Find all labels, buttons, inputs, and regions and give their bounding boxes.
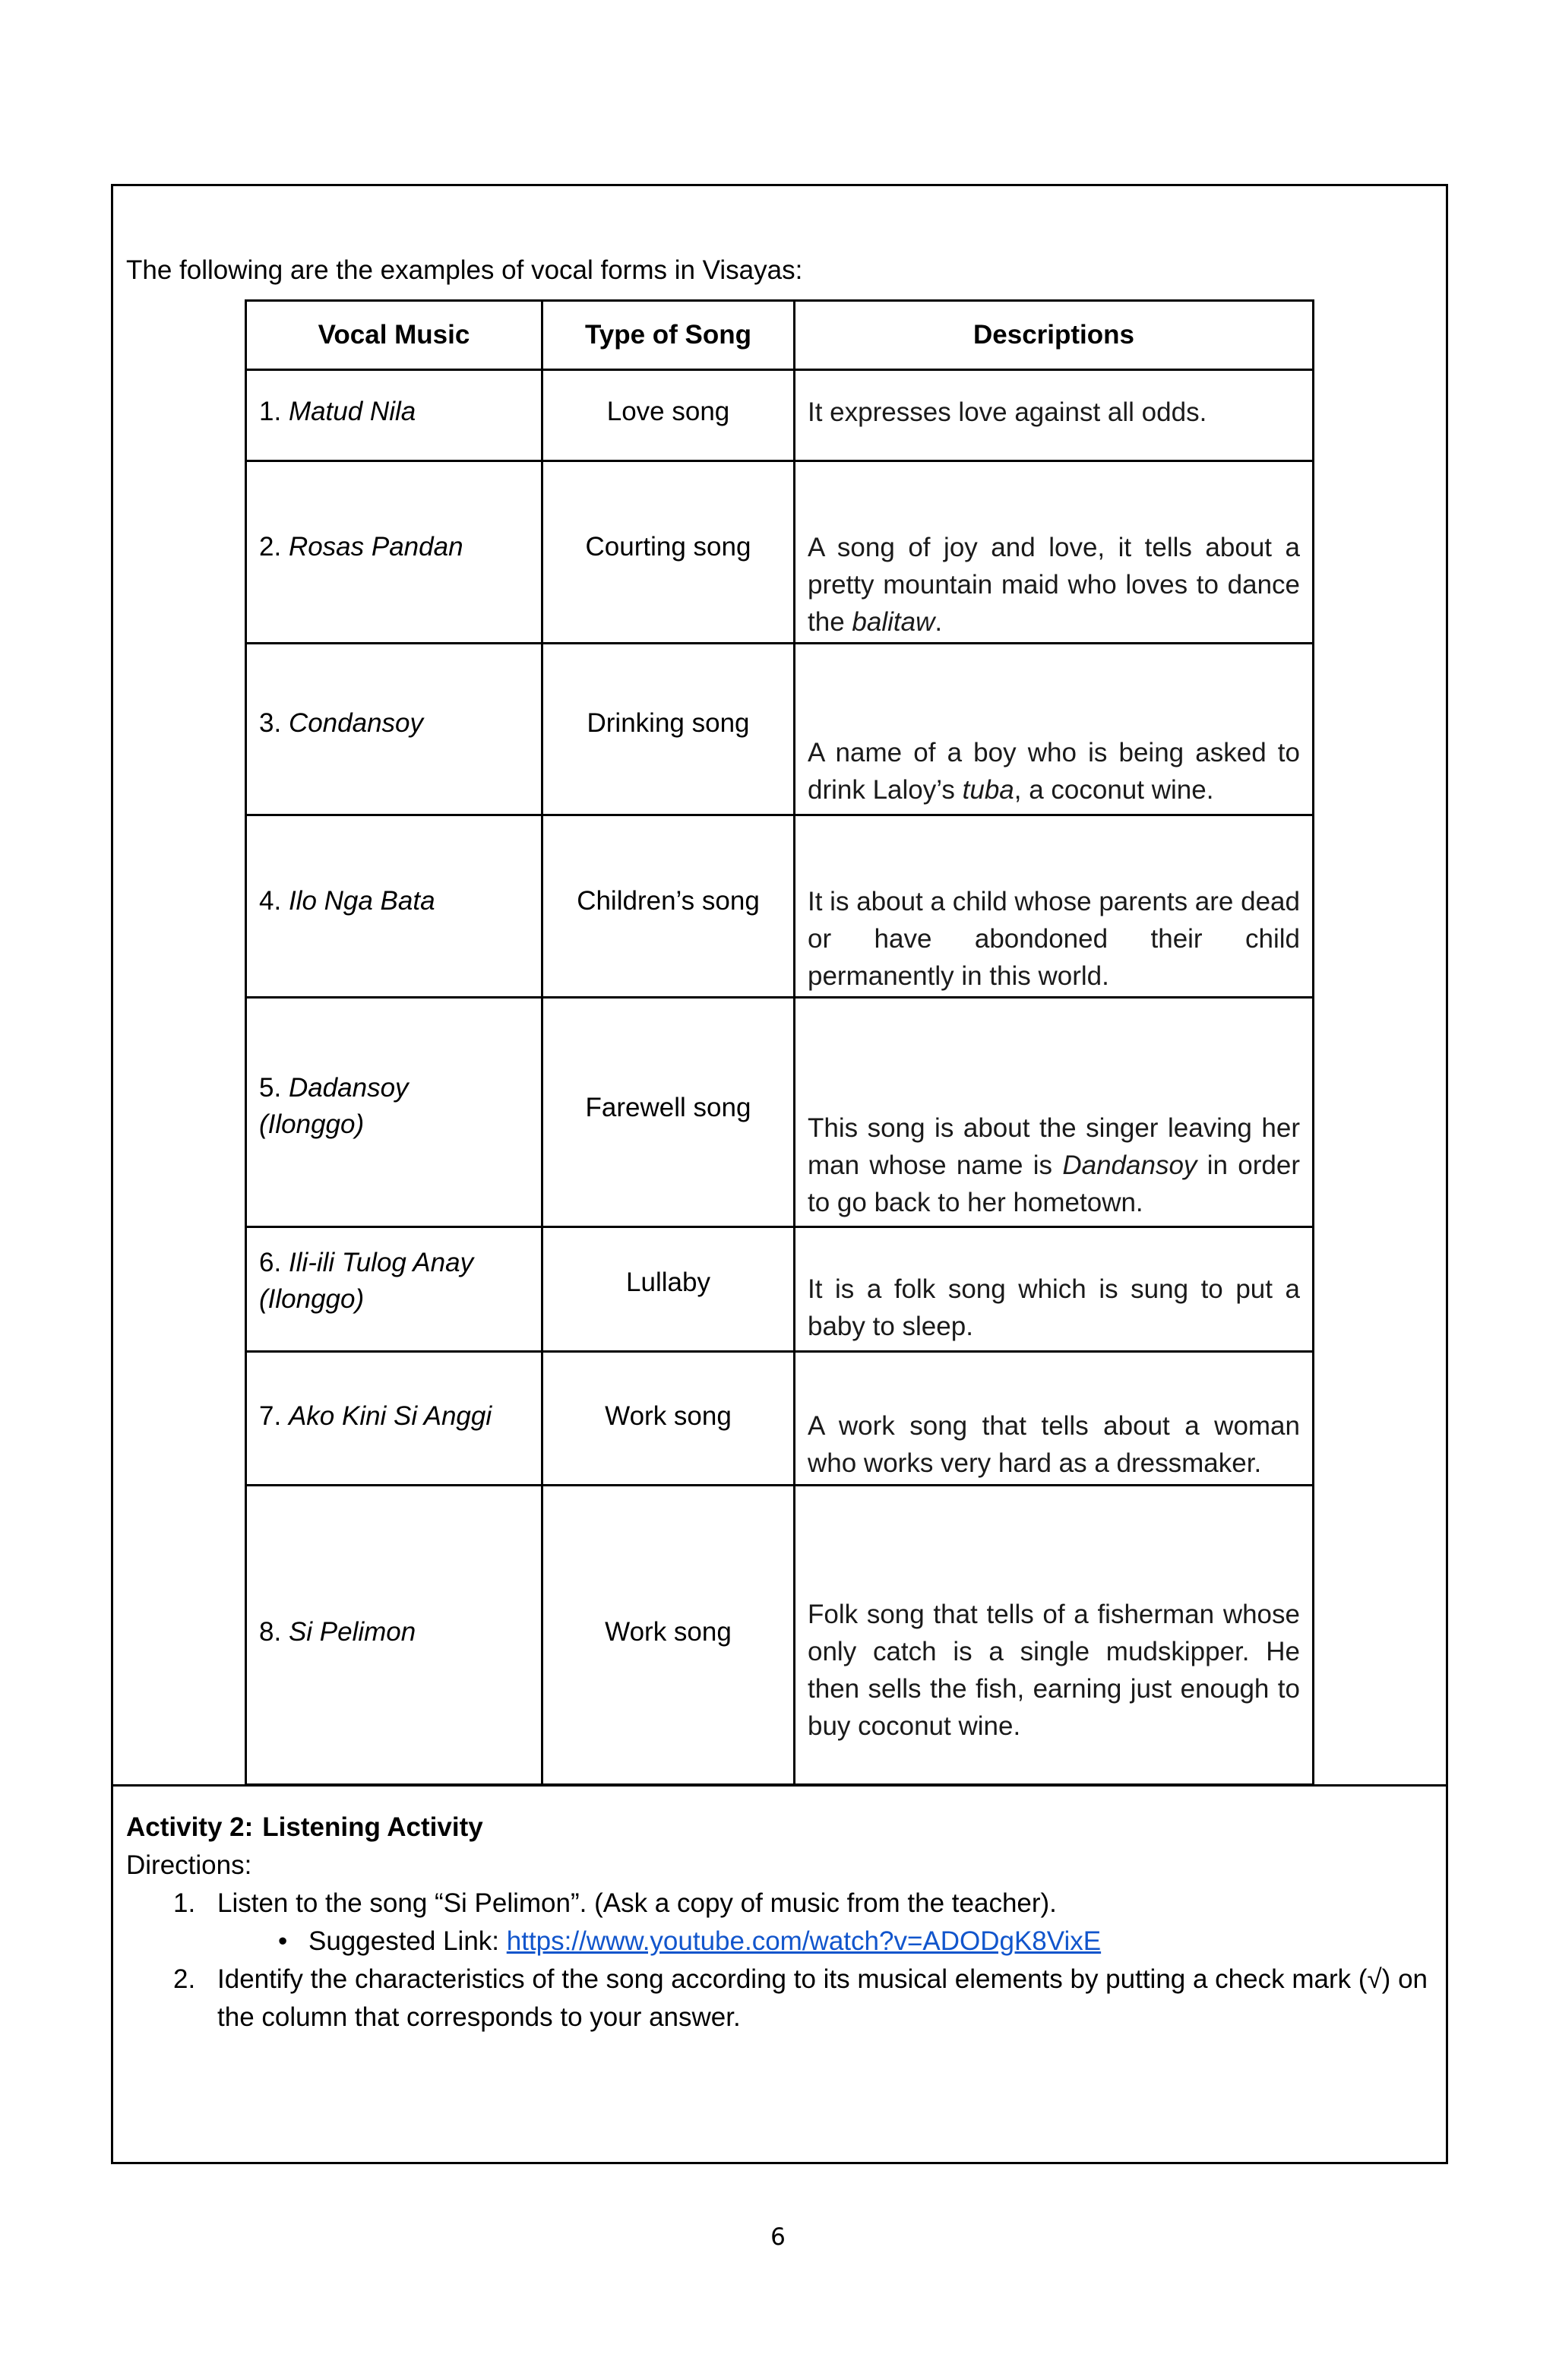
direction-step-1 [126, 1885, 1433, 1923]
row-number: 8. [259, 1617, 282, 1647]
table-row [246, 815, 1314, 998]
song-title-origin: (Ilonggo) [259, 1284, 365, 1314]
row-number: 7. [259, 1401, 282, 1431]
header-vocal-music: Vocal Music [246, 301, 542, 370]
row-number: 3. [259, 708, 282, 738]
description-text: This song is about the singer leaving her man whose name is [808, 1113, 1300, 1180]
song-title: Ili-ili Tulog Anay [288, 1248, 474, 1277]
step-text: Identify the characteristics of the song according to its musical elements by putting a check mark (√) on the column that corresponds to your answer. [217, 1964, 1428, 2032]
song-title: Si Pelimon [288, 1617, 416, 1647]
description-text: A work song that tells about a woman who works very hard as a dressmaker. [808, 1411, 1300, 1478]
song-type-cell: Farewell song [542, 998, 795, 1227]
song-type-cell: Work song [542, 1486, 795, 1785]
vocal-music-cell [246, 1486, 542, 1785]
song-title: Matud Nila [288, 397, 416, 426]
description-text: It expresses love against all odds. [808, 397, 1207, 427]
description-text: Folk song that tells of a fisherman whose only catch is a single mudskipper. He then sells the fish, earning just enough to buy coconut wine. [808, 1600, 1300, 1741]
header-descriptions: Descriptions [795, 301, 1314, 370]
row-number: 2. [259, 532, 282, 562]
song-title: Condansoy [288, 708, 424, 738]
description-cell [795, 370, 1314, 461]
activity-heading-line [126, 1809, 1433, 1847]
table-row [246, 1486, 1314, 1785]
description-text-end: , a coconut wine. [1014, 775, 1214, 805]
table-row [246, 1227, 1314, 1352]
description-text: It is a folk song which is sung to put a baby to sleep. [808, 1274, 1300, 1341]
song-title: Dadansoy [288, 1073, 409, 1103]
vocal-music-cell [246, 461, 542, 644]
youtube-link[interactable]: https://www.youtube.com/watch?v=ADODgK8VixE [506, 1926, 1102, 1956]
vocal-forms-table [245, 299, 1314, 1786]
description-cell [795, 644, 1314, 815]
description-cell [795, 815, 1314, 998]
vocal-music-cell [246, 644, 542, 815]
page-number: 6 [770, 2223, 786, 2251]
description-italic: balitaw [852, 607, 935, 637]
suggested-link-item [126, 1923, 1433, 1961]
song-type-cell: Children’s song [542, 815, 795, 998]
description-cell [795, 1486, 1314, 1785]
song-title: Ilo Nga Bata [288, 886, 435, 916]
song-type-cell: Lullaby [542, 1227, 795, 1352]
vocal-music-cell [246, 370, 542, 461]
description-cell [795, 461, 1314, 644]
song-type-cell: Love song [542, 370, 795, 461]
row-number: 6. [259, 1248, 282, 1277]
song-title-origin: (Ilonggo) [259, 1109, 365, 1139]
song-type-cell: Courting song [542, 461, 795, 644]
description-text-end: . [935, 607, 943, 637]
header-type-of-song: Type of Song [542, 301, 795, 370]
description-text: A name of a boy who is being asked to drink Laloy’s [808, 738, 1300, 805]
activity-label: Activity 2: [126, 1812, 254, 1842]
description-italic: Dandansoy [1062, 1150, 1197, 1180]
table-header-row [246, 301, 1314, 370]
suggested-link-label: Suggested Link: [308, 1926, 507, 1956]
song-type-cell: Drinking song [542, 644, 795, 815]
vocal-music-cell [246, 1352, 542, 1486]
table-row [246, 1352, 1314, 1486]
description-cell [795, 1227, 1314, 1352]
description-text-end: in order to go back to her hometown. [808, 1150, 1300, 1217]
vocal-music-cell [246, 998, 542, 1227]
vocal-music-cell [246, 1227, 542, 1352]
table-row [246, 370, 1314, 461]
row-number: 1. [259, 397, 282, 426]
description-cell [795, 998, 1314, 1227]
bullet-icon: • [278, 1926, 288, 1956]
step-text: Listen to the song “Si Pelimon”. (Ask a copy of music from the teacher). [217, 1888, 1057, 1918]
activity-title: Listening Activity [262, 1812, 483, 1842]
description-cell [795, 1352, 1314, 1486]
table-row [246, 461, 1314, 644]
directions-label: Directions: [126, 1850, 252, 1880]
activity-section [126, 1809, 1433, 2037]
intro-text: The following are the examples of vocal forms in Visayas: [126, 255, 803, 285]
song-type-cell: Work song [542, 1352, 795, 1486]
direction-step-2 [126, 1961, 1433, 2037]
step-number: 1. [173, 1888, 196, 1918]
description-text: It is about a child whose parents are dead or have abondoned their child permanently in this world. [808, 887, 1300, 991]
description-italic: tuba [962, 775, 1014, 805]
section-divider [111, 1784, 1448, 1787]
step-number: 2. [173, 1964, 196, 1994]
song-title: Ako Kini Si Anggi [288, 1401, 492, 1431]
table-row [246, 644, 1314, 815]
vocal-music-cell [246, 815, 542, 998]
table-row [246, 998, 1314, 1227]
song-title: Rosas Pandan [288, 532, 463, 562]
row-number: 4. [259, 886, 282, 916]
row-number: 5. [259, 1073, 282, 1103]
description-text: A song of joy and love, it tells about a pretty mountain maid who loves to dance the [808, 533, 1300, 637]
